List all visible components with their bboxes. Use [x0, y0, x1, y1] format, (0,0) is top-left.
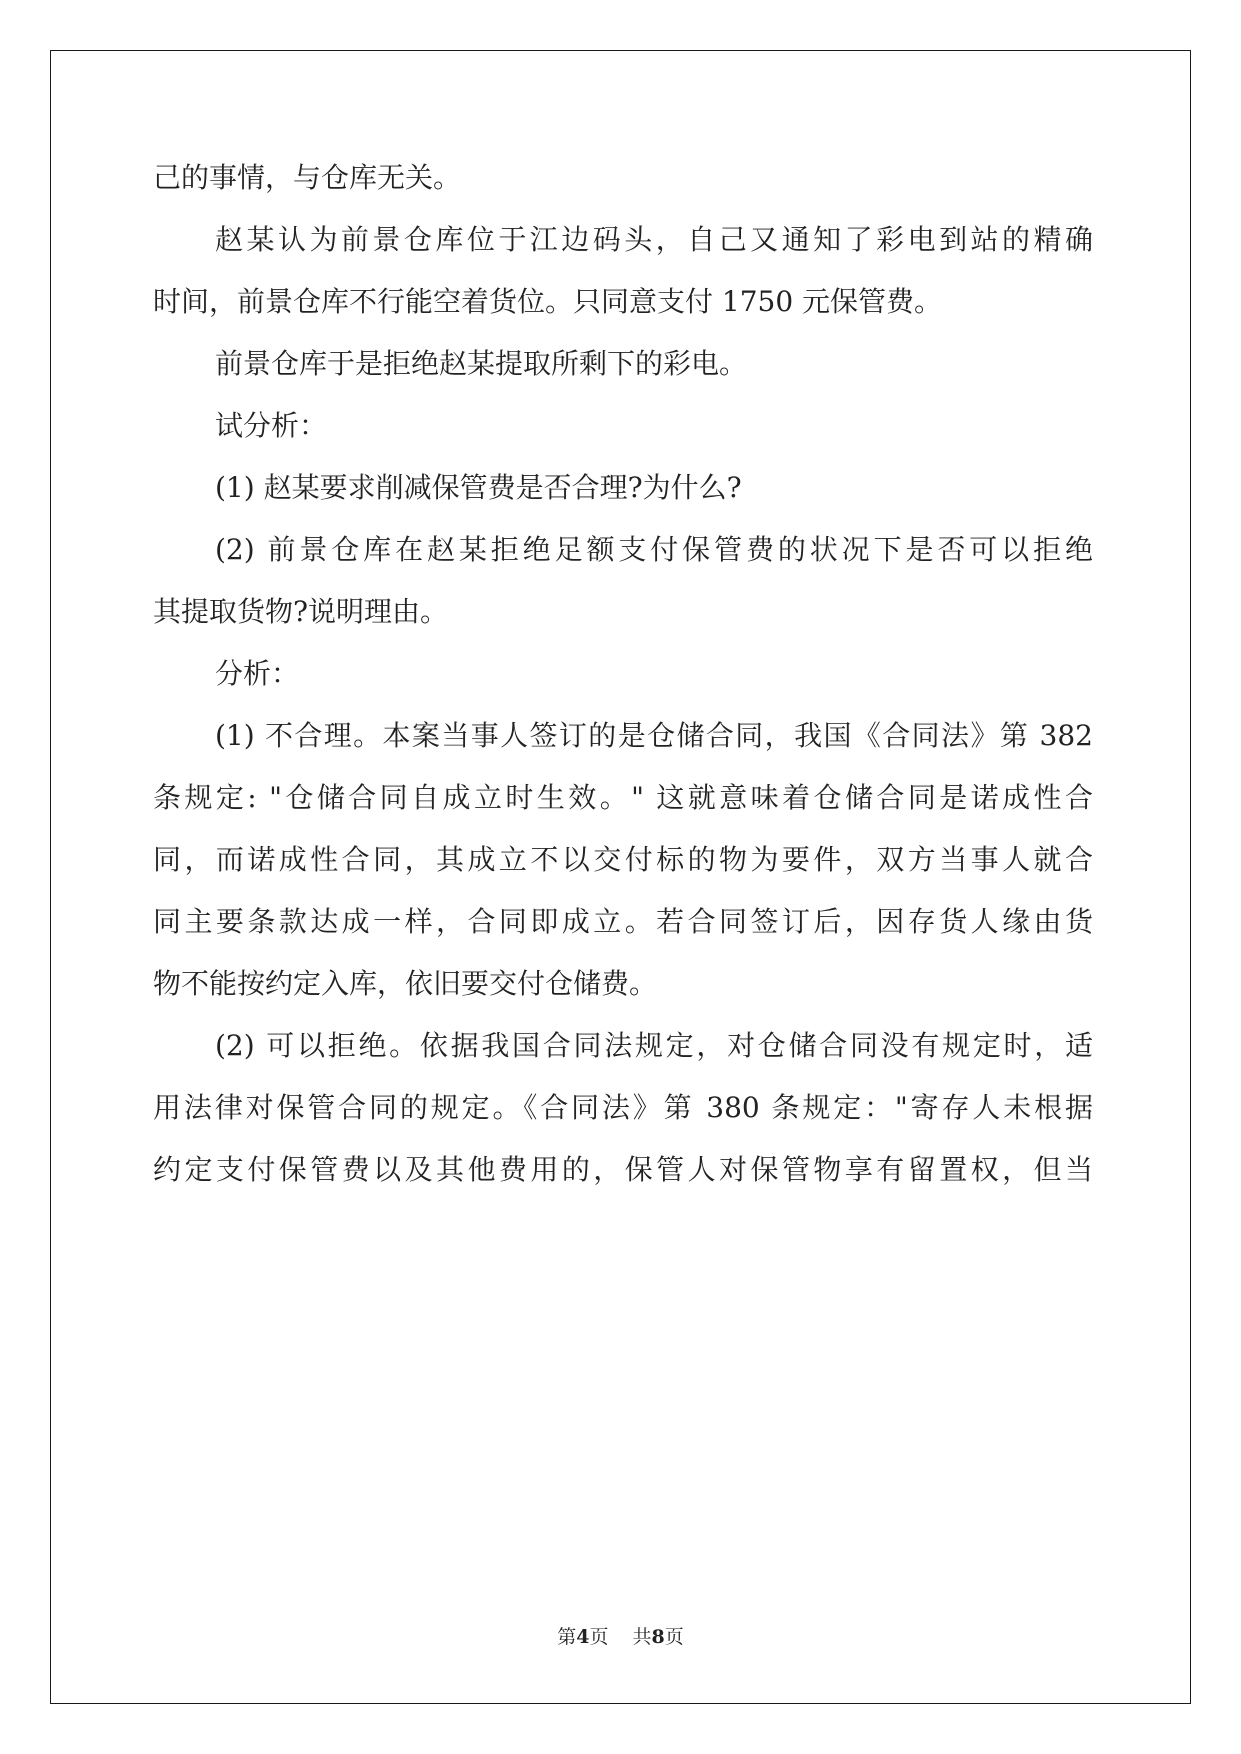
paragraph-line: 约定支付保管费以及其他费用的，保管人对保管物享有留置权，但当	[153, 1153, 1093, 1186]
paragraph-line: 赵某认为前景仓库位于江边码头，自己又通知了彩电到站的精确	[215, 223, 1093, 256]
paragraph-line: (1) 不合理。本案当事人签订的是仓储合同，我国《合同法》第 382	[215, 719, 1093, 752]
footer-page-unit: 页	[589, 1626, 609, 1648]
footer-total-unit: 页	[664, 1626, 684, 1648]
paragraph-line: (1) 赵某要求削减保管费是否合理?为什么?	[215, 471, 742, 504]
paragraph-line: 分析：	[215, 657, 300, 690]
paragraph-line: 用法律对保管合同的规定。《合同法》第 380 条规定："寄存人未根据	[153, 1091, 1093, 1124]
paragraph-line: 条规定: "仓储合同自成立时生效。" 这就意味着仓储合同是诺成性合	[153, 781, 1093, 814]
paragraph-line: 前景仓库于是拒绝赵某提取所剩下的彩电。	[215, 347, 748, 380]
paragraph-line: 试分析：	[215, 409, 328, 442]
document-body	[153, 158, 1093, 1212]
paragraph-line: 同，而诺成性合同，其成立不以交付标的物为要件，双方当事人就合	[153, 843, 1093, 876]
paragraph-line: 同主要条款达成一样，合同即成立。若合同签订后，因存货人缘由货	[153, 905, 1093, 938]
paragraph-line: 其提取货物?说明理由。	[153, 595, 449, 628]
paragraph-line: (2) 可以拒绝。依据我国合同法规定，对仓储合同没有规定时，适	[215, 1029, 1093, 1062]
page-footer	[0, 1622, 1241, 1649]
footer-total-pages: 8	[651, 1626, 665, 1648]
footer-prefix: 第	[557, 1626, 577, 1648]
paragraph-line: 时间，前景仓库不行能空着货位。只同意支付 1750 元保管费。	[153, 285, 943, 318]
footer-total-prefix: 共	[632, 1626, 652, 1648]
footer-page-number: 4	[576, 1626, 590, 1648]
paragraph-line: 物不能按约定入库，依旧要交付仓储费。	[153, 967, 658, 1000]
paragraph-line: (2) 前景仓库在赵某拒绝足额支付保管费的状况下是否可以拒绝	[215, 533, 1093, 566]
paragraph-line: 己的事情，与仓库无关。	[153, 161, 462, 194]
